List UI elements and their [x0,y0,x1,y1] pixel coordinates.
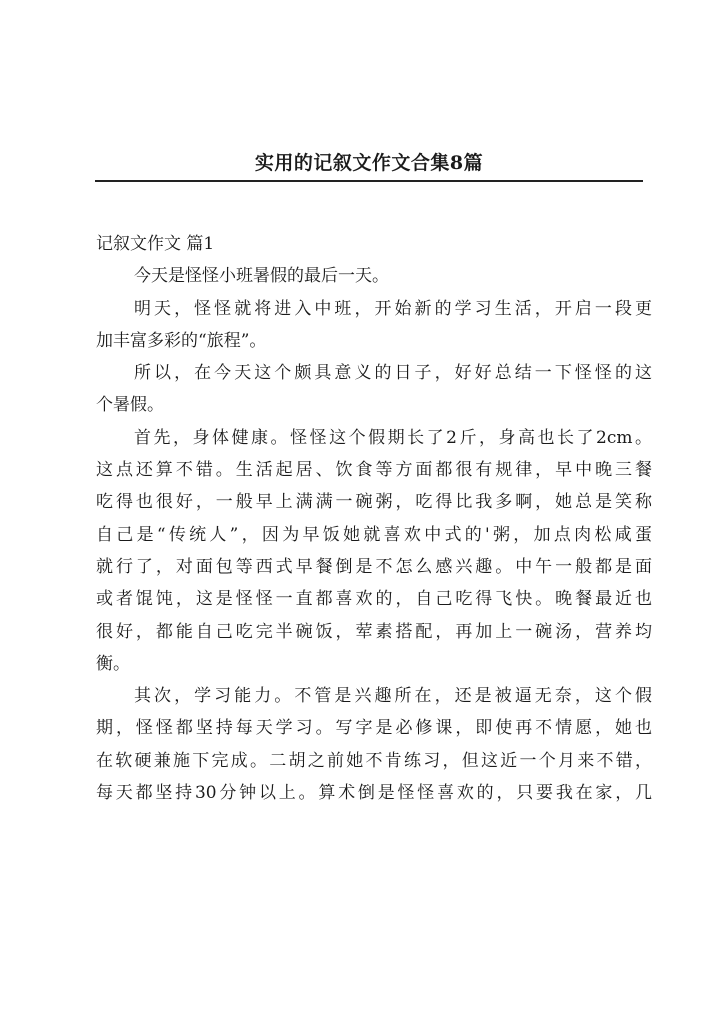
paragraph-line: 其次，学习能力。不管是兴趣所在，还是被逼无奈，这个假 [134,686,652,707]
paragraph-1 [96,260,652,292]
paragraph-line: 很好，都能自己吃完半碗饭，荤素搭配，再加上一碗汤，营养均 [96,621,652,642]
paragraph-line: 期，怪怪都坚持每天学习。写字是必修课，即使再不情愿，她也 [96,718,652,739]
paragraph-line: 今天是怪怪小班暑假的最后一天。 [134,266,389,287]
paragraph-line: 每天都坚持30分钟以上。算术倒是怪怪喜欢的，只要我在家，几 [96,783,652,804]
section-heading: 记叙文作文 篇1 [96,234,215,254]
paragraph-line: 或者馄饨，这是怪怪一直都喜欢的，自己吃得飞快。晚餐最近也 [96,589,652,610]
paragraph-4 [96,422,652,680]
paragraph-line: 自己是“传统人”，因为早饭她就喜欢中式的'粥，加点肉松咸蛋 [96,524,652,545]
document-title: 实用的记叙文作文合集8篇 [254,152,484,174]
paragraph-line: 明天，怪怪就将进入中班，开始新的学习生活，开启一段更 [134,298,652,319]
paragraph-3 [96,357,652,422]
paragraph-line: 吃得也很好，一般早上满满一碗粥，吃得比我多啊，她总是笑称 [96,492,652,513]
paragraph-2 [96,293,652,358]
paragraph-line: 在软硬兼施下完成。二胡之前她不肯练习，但这近一个月来不错， [96,750,652,771]
paragraph-line: 首先，身体健康。怪怪这个假期长了2斤，身高也长了2cm。 [134,427,652,448]
paragraph-line: 衡。 [96,653,130,674]
paragraph-line: 所以，在今天这个颇具意义的日子，好好总结一下怪怪的这 [134,363,652,384]
paragraph-5 [96,680,652,809]
paragraph-line: 就行了，对面包等西式早餐倒是不怎么感兴趣。中午一般都是面 [96,556,652,577]
paragraph-line: 加丰富多彩的“旅程”。 [96,330,267,351]
document-body [96,228,652,809]
title-underline [95,180,643,182]
paragraph-line: 这点还算不错。生活起居、饮食等方面都很有规律，早中晚三餐 [96,460,652,481]
paragraph-line: 个暑假。 [96,395,164,416]
